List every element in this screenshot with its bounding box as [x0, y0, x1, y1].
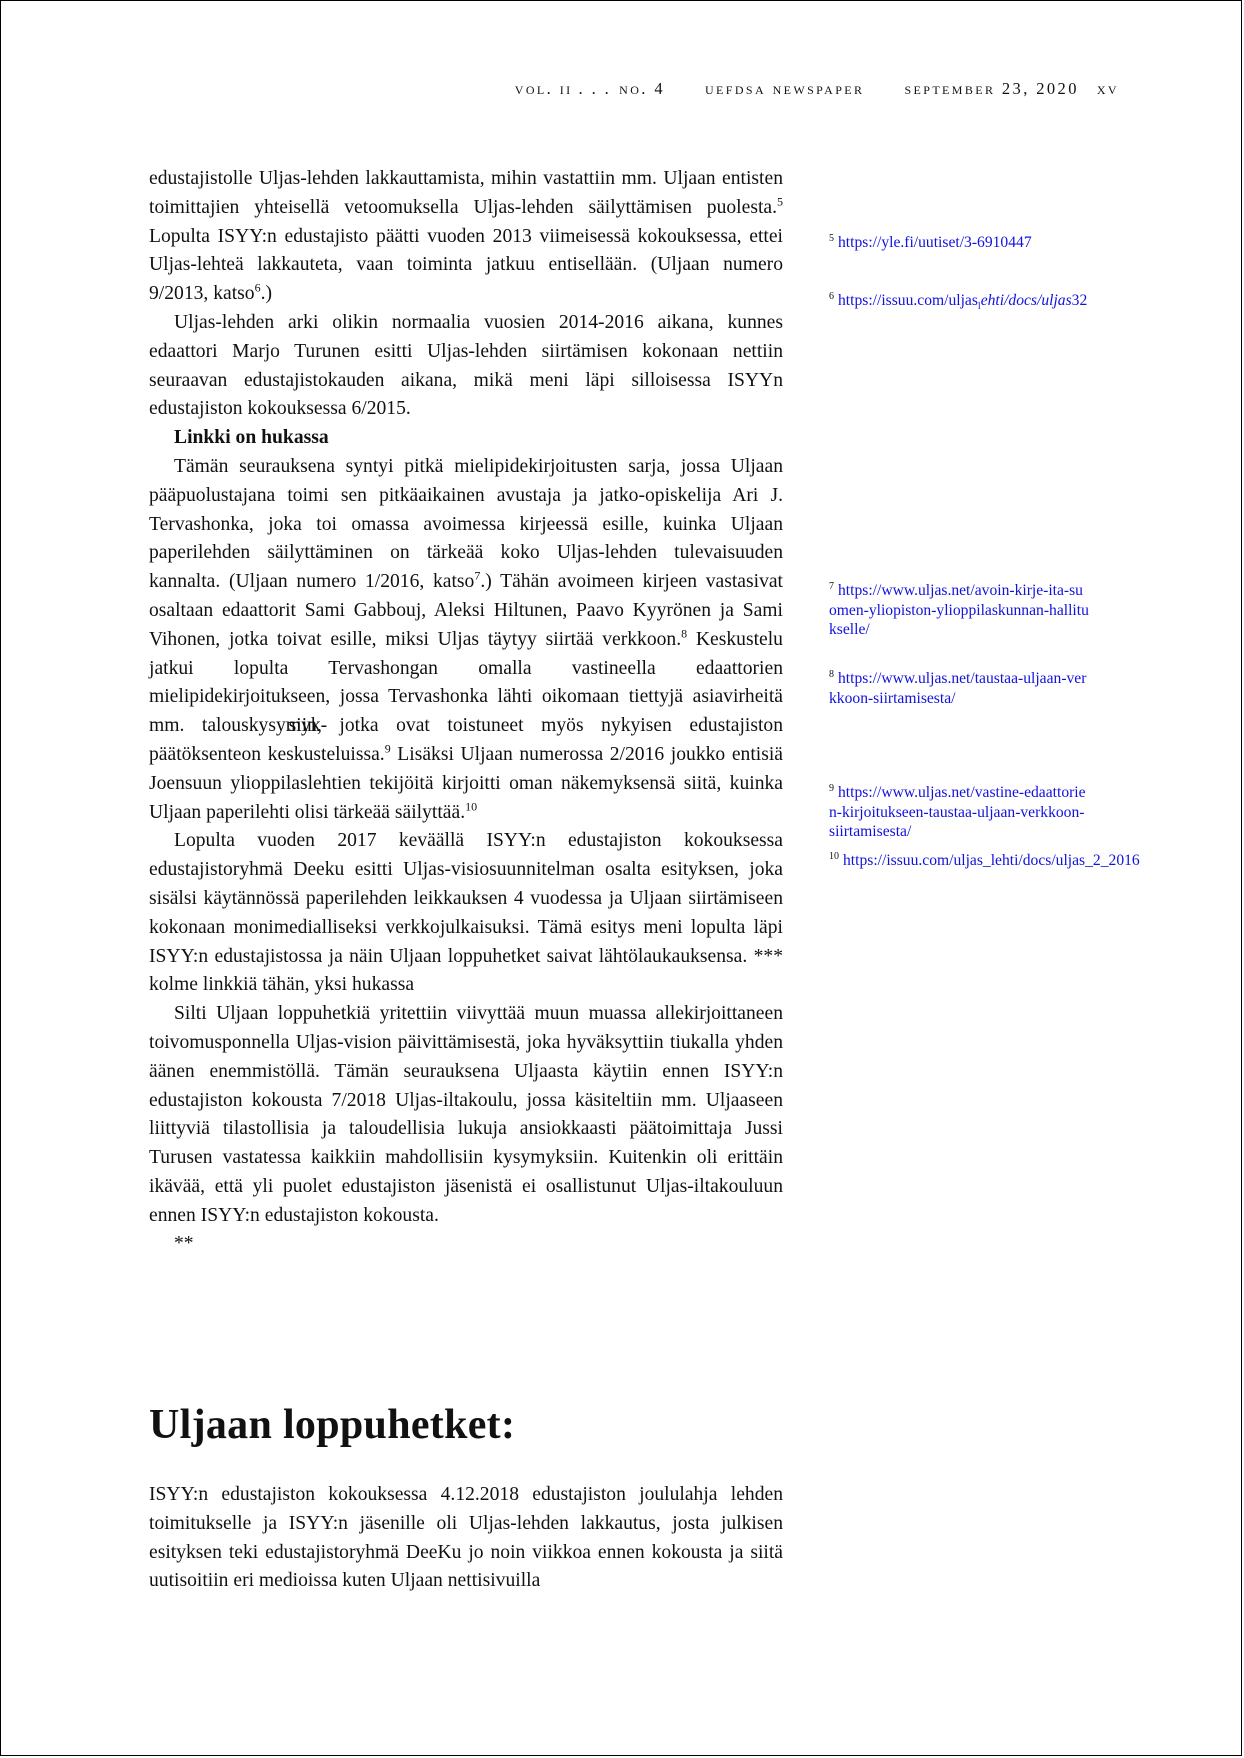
footnote-link[interactable]: https://www.uljas.net/vastine-edaattorien-kirjoitukseen-taustaa-uljaan-verkkoon-siirtamisesta/	[829, 784, 1086, 841]
footnote-5	[829, 229, 1229, 253]
footnote-ref-5[interactable]: 5	[777, 194, 783, 209]
page-number: xv	[1096, 79, 1119, 98]
running-head-volume: vol. ii	[514, 79, 573, 98]
footnote-ref-7[interactable]: 7	[474, 568, 481, 583]
running-head	[515, 79, 1119, 99]
footnote-ref-6[interactable]: 6	[254, 280, 261, 295]
footnote-number: 6	[829, 291, 834, 302]
footnote-7	[829, 577, 1089, 640]
running-head-paper: uefdsa newspaper	[704, 79, 865, 98]
running-head-number: no. 4	[619, 79, 665, 98]
main-column	[149, 165, 783, 1259]
section-paragraph: ISYY:n edustajiston kokouksessa 4.12.2018 edustajiston joululahja lehden toimitukselle ja ISYY:n jäsenille oli Uljas-lehden lakkautus, josta julkisen esityksen teki edustajistoryhmä DeeKu jo noin viikkoa ennen kokousta ja siitä uutisoitiin eri medioissa kuten Uljaan nettisivuilla	[149, 1484, 783, 1592]
footnote-number: 9	[829, 783, 834, 794]
paragraph-2: Uljas-lehden arki olikin normaalia vuosien 2014-2016 aikana, kunnes edaattori Marjo Turunen esitti Uljas-lehden siirtämisen kokonaan nettiin seuraavan edustajistokauden aikana, mikä meni läpi silloisessa ISYYn edustajiston kokouksessa 6/2015.	[149, 311, 783, 420]
subheading: Linkki on hukassa	[174, 427, 329, 449]
footnote-9	[829, 779, 1089, 842]
footnote-link[interactable]: https://www.uljas.net/taustaa-uljaan-verkkoon-siirtamisesta/	[829, 670, 1087, 707]
footnote-6	[829, 287, 1229, 317]
footnote-number: 10	[829, 851, 839, 862]
footnote-link[interactable]: https://yle.fi/uutiset/3-6910447	[838, 234, 1032, 252]
paragraph-6: **	[174, 1233, 194, 1255]
paragraph-4: Lopulta vuoden 2017 keväällä ISYY:n edustajiston kokouksessa edustajistoryhmä Deeku esitti Uljas-visiosuunnitelman osalta esityksen, joka sisälsi käytännössä paperilehden leikkauksen 4 vuodessa ja Uljaan siirtämiseen kokonaan monimedialliseksi verkkojulkaisuksi. Tämä esitys meni lopulta läpi ISYY:n edustajistossa ja näin Uljaan loppuhetket saivat lähtölaukauksensa. *** kolme linkkiä tähän, yksi hukassa	[149, 830, 783, 996]
footnote-link[interactable]: https://issuu.com/uljas$_l$ehti/docs/uljas32	[838, 292, 1088, 313]
footnote-number: 5	[829, 233, 834, 244]
footnote-link[interactable]: https://www.uljas.net/avoin-kirje-ita-suomen-yliopiston-ylioppilaskunnan-hallitukselle/	[829, 582, 1089, 639]
running-head-date: september 23, 2020	[904, 79, 1079, 98]
footnote-ref-9[interactable]: 9	[384, 741, 391, 756]
footnote-number: 8	[829, 669, 834, 680]
footnote-number: 7	[829, 581, 834, 592]
paragraph-5: Silti Uljaan loppuhetkiä yritettiin viivyttää muun muassa allekirjoittaneen toivomusponnella Uljas-vision päivittämisestä, joka hyväksyttiin tiukalla yhden äänen enemmistöllä. Tämän seurauksena Uljaasta käytiin ennen ISYY:n edustajiston kokousta 7/2018 Uljas-iltakoulu, jossa käsiteltiin mm. Uljaaseen liittyviä tilastollisia ja taloudellisia lukuja ansiokkaasti päätoimittaja Jussi Turusen vastatessa kaikkiin mahdollisiin kysymyksiin. Kuitenkin oli erittäin ikävää, että yli puolet edustajiston jäsenistä ei osallistunut Uljas-iltakouluun ennen ISYY:n edustajiston kokousta.	[149, 1003, 783, 1226]
paragraph-1: edustajistolle Uljas-lehden lakkauttamista, mihin vastattiin mm. Uljaan entisten toimittajien yhteisellä vetoomuksella Uljas-lehden säilyttämisen puolesta.$^5$ Lopulta ISYY:n edustajisto päätti vuoden 2013 viimeisessä kokouksessa, ettei Uljas-lehteä lakkauteta, vaan toiminta jatkuu entisellään. (Uljaan numero 9/2013, katso$^6$.)	[149, 168, 783, 305]
footnote-8	[829, 665, 1089, 708]
footnote-ref-10[interactable]: 10	[465, 799, 478, 813]
footnote-link[interactable]: https://issuu.com/uljas_lehti/docs/uljas_2_2016	[843, 852, 1140, 870]
footnote-ref-8[interactable]: 8	[681, 626, 688, 641]
overhanging-line: jossa Tervashonka lähti oikomaan tiettyjä asiavirheitä mm. talouskysymyk-	[149, 686, 783, 737]
paragraph-3: Tämän seurauksena syntyi pitkä mielipidekirjoitusten sarja, jossa Uljaan pääpuolustajana toimi sen pitkäaikainen avustaja ja jatko-opiskelija Ari J. Tervashonka, joka toi omassa avoimessa kirjeessä esille, kuinka Uljaan paperilehden säilyttäminen on tärkeää koko Uljas-lehden tulevaisuuden kannalta. (Uljaan numero 1/2016, katso$^7$.) Tähän avoimeen kirjeen vastasivat osaltaan edaattorit Sami Gabbouj, Aleksi Hiltunen, Paavo Kyyrönen ja Sami Vihonen, jotka toivat esille, miksi Uljas täytyy siirtää verkkoon.$^8$ Keskustelu jatkui lopulta Tervashongan omalla vastineella edaattorien mielipidekirjoitukseen, jossa Tervashonka lähti oikomaan tiettyjä asiavirheitä mm. talouskysymyk- siin, jotka ovat toistuneet myös nykyisen edustajiston päätöksenteon keskusteluissa.$^9$ Lisäksi Uljaan numerossa 2/2016 joukko entisiä Joensuun ylioppilaslehtien tekijöitä kirjoitti oman näkemyksensä siitä, kuinka Uljaan paperilehti olisi tärkeää säilyttää.$^{10}$	[149, 455, 784, 823]
footnote-10	[829, 847, 1229, 871]
section-title: Uljaan loppuhetket:	[149, 1402, 516, 1448]
running-head-dots: . . .	[578, 79, 612, 98]
